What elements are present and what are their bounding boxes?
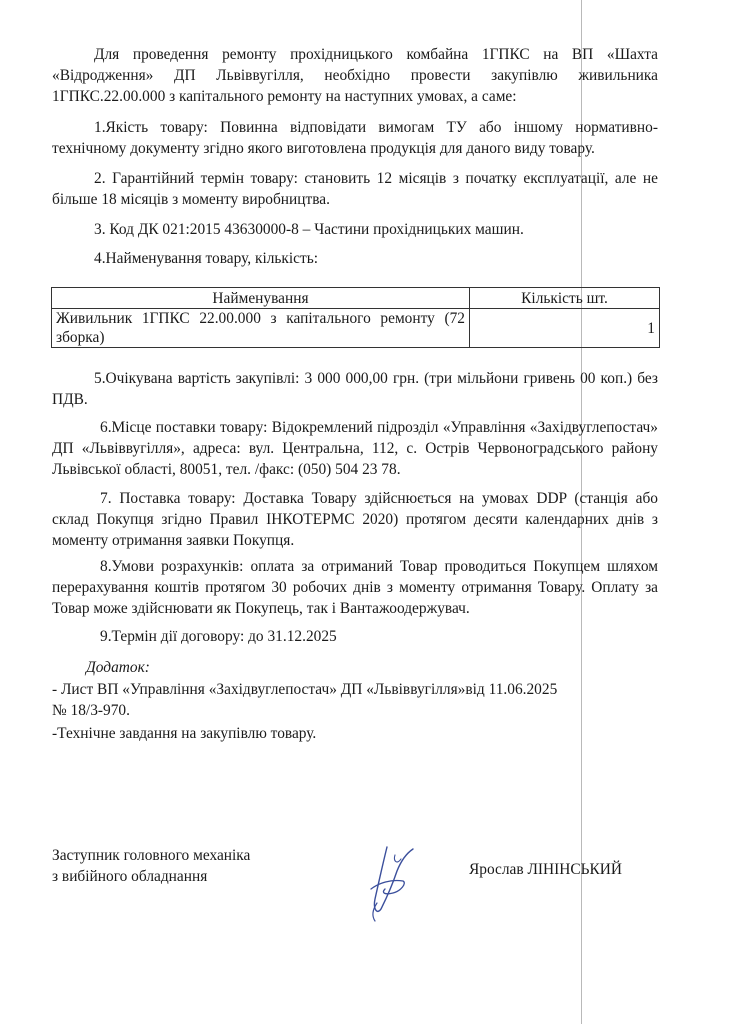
- attachment-line-3: -Технічне завдання на закупівлю товару.: [52, 725, 317, 742]
- intro-paragraph: Для проведення ремонту прохідницького комбайна 1ГПКС на ВП «Шахта «Відродження» ДП Львіввугілля, необхідно провести закупівлю живильника 1ГПКС.22.00.000 з капітального ремонту на наступних умовах, а саме:: [52, 46, 658, 105]
- header-name: Найменування: [52, 288, 470, 309]
- naming-paragraph: 4.Найменування товару, кількість:: [94, 250, 319, 267]
- attachment-line-2: № 18/3-970.: [52, 702, 130, 719]
- item-name-cell: Живильник 1ГПКС 22.00.000 з капітального ремонту (72 зборка): [52, 309, 470, 348]
- item-quantity-cell: 1: [470, 309, 660, 348]
- attachment-title: Додаток:: [86, 659, 150, 676]
- place-paragraph: 6.Місце поставки товару: Відокремлений підрозділ «Управління «Західвуглепостач» ДП «Львіввугілля», адреса: вул. Центральна, 112, с. Острів Червоноградського району Львівської області, 80051, тел. /факс: (050) 504 23 78.: [52, 419, 658, 478]
- handwritten-signature: [357, 843, 417, 925]
- code-paragraph: 3. Код ДК 021:2015 43630000-8 – Частини прохідницьких машин.: [94, 221, 524, 238]
- signatory-position-line-1: Заступник головного механіка: [52, 847, 251, 864]
- payment-paragraph: 8.Умови розрахунків: оплата за отриманий Товар проводиться Покупцем шляхом перерахування коштів протягом 30 робочих днів з моменту отримання Товару. Оплату за Товар може здійснювати як Покупець, так і Вантажоодержувач.: [52, 558, 658, 617]
- term-paragraph: 9.Термін дії договору: до 31.12.2025: [100, 628, 337, 645]
- signatory-name: Ярослав ЛІНІНСЬКИЙ: [469, 861, 623, 878]
- warranty-paragraph: 2. Гарантійний термін товару: становить 12 місяців з початку експлуатації, але не більше 18 місяців з моменту виробництва.: [52, 170, 658, 208]
- goods-table: [51, 287, 660, 348]
- attachment-line-1: - Лист ВП «Управління «Західвуглепостач» ДП «Львіввугілля»від 11.06.2025: [52, 681, 558, 698]
- table-row: [52, 309, 660, 348]
- cost-paragraph: 5.Очікувана вартість закупівлі: 3 000 000,00 грн. (три мільйони гривень 00 коп.) без ПДВ.: [52, 370, 658, 408]
- header-quantity: Кількість шт.: [470, 288, 660, 309]
- quality-paragraph: 1.Якість товару: Повинна відповідати вимогам ТУ або іншому нормативно-технічному документу згідно якого виготовлена продукція для даного виду товару.: [52, 119, 658, 157]
- signatory-position-line-2: з вибійного обладнання: [52, 868, 208, 885]
- delivery-paragraph: 7. Поставка товару: Доставка Товару здійснюється на умовах DDP (станція або склад Покупця згідно Правил ІНКОТЕРМС 2020) протягом десяти календарних днів з моменту отримання заявки Покупця.: [52, 490, 658, 549]
- table-header-row: [52, 288, 660, 309]
